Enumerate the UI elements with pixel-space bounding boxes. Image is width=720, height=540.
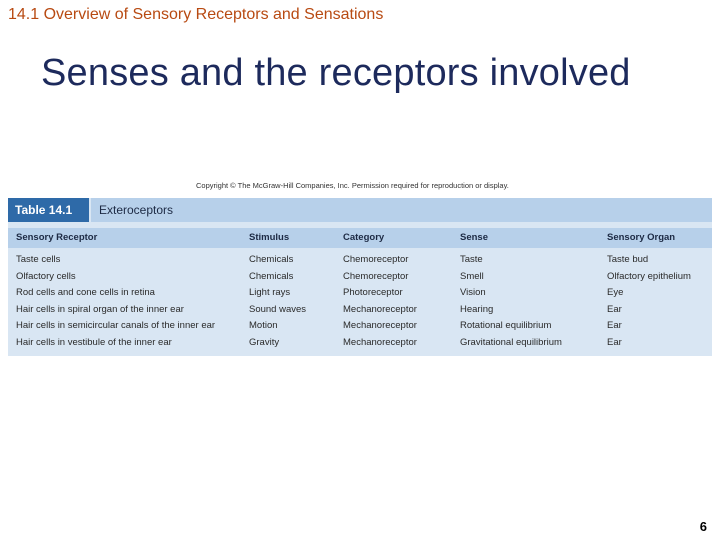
cell-category: Photoreceptor: [343, 287, 403, 298]
cell-category: Mechanoreceptor: [343, 303, 417, 315]
table-row: [8, 252, 712, 269]
cell-sensory-receptor: Taste cells: [16, 254, 61, 265]
table-row: [8, 302, 712, 319]
cell-sensory-organ: Eye: [607, 287, 624, 298]
cell-category: Mechanoreceptor: [343, 336, 417, 348]
cell-sensory-receptor: Rod cells and cone cells in retina: [16, 287, 155, 298]
cell-sense: Hearing: [460, 303, 494, 315]
cell-sensory-organ: Ear: [607, 303, 622, 315]
cell-sensory-receptor: Hair cells in vestibule of the inner ear: [16, 336, 172, 348]
table-row: [8, 335, 712, 352]
column-header-stimulus: Stimulus: [249, 232, 290, 243]
table-number-tag: Table 14.1: [8, 198, 89, 222]
cell-sensory-organ: Ear: [607, 320, 622, 331]
column-header-sensory-organ: Sensory Organ: [607, 232, 676, 243]
table-row: [8, 318, 712, 335]
cell-stimulus: Chemicals: [249, 254, 294, 265]
cell-sense: Smell: [460, 270, 484, 282]
column-header-category: Category: [343, 232, 385, 243]
cell-category: Chemoreceptor: [343, 270, 409, 282]
cell-category: Chemoreceptor: [343, 254, 409, 265]
cell-stimulus: Chemicals: [249, 270, 294, 282]
cell-sensory-receptor: Olfactory cells: [16, 270, 76, 282]
table-header-row: [8, 228, 712, 248]
cell-sense: Taste: [460, 254, 483, 265]
exteroceptors-table: [8, 198, 712, 356]
cell-stimulus: Motion: [249, 320, 278, 331]
cell-stimulus: Light rays: [249, 287, 291, 298]
cell-sensory-organ: Ear: [607, 336, 622, 348]
copyright-notice: Copyright © The McGraw-Hill Companies, Inc. Permission required for reproduction or display.: [196, 181, 509, 190]
slide-title: Senses and the receptors involved: [41, 52, 631, 94]
table-row: [8, 269, 712, 286]
table-row: [8, 285, 712, 302]
cell-stimulus: Gravity: [249, 336, 280, 348]
column-header-sense: Sense: [460, 232, 488, 243]
column-header-sensory-receptor: Sensory Receptor: [16, 232, 98, 243]
cell-sensory-organ: Taste bud: [607, 254, 649, 265]
cell-sense: Rotational equilibrium: [460, 320, 552, 331]
cell-sensory-receptor: Hair cells in semicircular canals of the inner ear: [16, 320, 216, 331]
table-caption: Exteroceptors: [91, 198, 712, 222]
cell-sense: Gravitational equilibrium: [460, 336, 562, 348]
section-header: 14.1 Overview of Sensory Receptors and Sensations: [8, 6, 384, 23]
cell-sensory-receptor: Hair cells in spiral organ of the inner ear: [16, 303, 184, 315]
cell-category: Mechanoreceptor: [343, 320, 417, 331]
cell-stimulus: Sound waves: [249, 303, 307, 315]
page-number: 6: [699, 519, 707, 534]
cell-sensory-organ: Olfactory epithelium: [607, 270, 691, 282]
cell-sense: Vision: [460, 287, 486, 298]
